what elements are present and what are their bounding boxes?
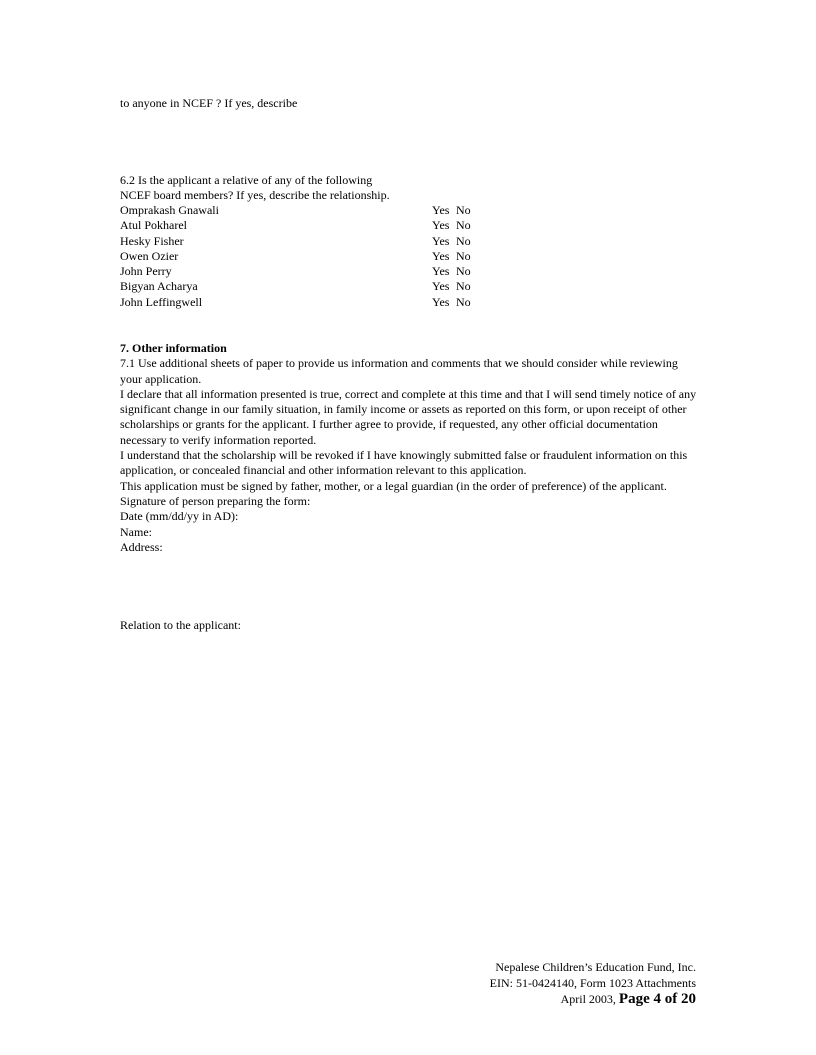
no-option: No	[456, 203, 471, 217]
board-member-name: Omprakash Gnawali	[120, 203, 219, 217]
no-option: No	[456, 279, 471, 294]
board-member-name: Atul Pokharel	[120, 218, 187, 233]
name-field-label: Name:	[120, 524, 152, 539]
board-member-row	[120, 218, 480, 233]
footer-organization: Nepalese Children’s Education Fund, Inc.	[495, 960, 696, 974]
question-6-2	[120, 173, 390, 203]
no-option: No	[456, 294, 471, 309]
board-member-name: Bigyan Acharya	[120, 279, 198, 294]
board-member-row	[120, 249, 480, 264]
yes-option: Yes	[432, 248, 450, 263]
page-number: Page 4 of 20	[618, 991, 696, 1007]
revocation-paragraph: I understand that the scholarship will be revoked if I have knowingly submitted false or fraudulent information on this application, or concealed financial and other information relevant to this application.	[120, 448, 688, 478]
section-7-other-information	[120, 341, 700, 555]
board-member-row	[120, 203, 480, 218]
no-option: No	[456, 264, 471, 279]
board-member-name: Hesky Fisher	[120, 233, 184, 248]
yes-option: Yes	[432, 218, 450, 233]
footer-ein: EIN: 51-0424140, Form 1023 Attachments	[489, 976, 696, 990]
board-member-row	[120, 279, 480, 294]
board-member-row	[120, 295, 480, 310]
instruction-paragraph: 7.1 Use additional sheets of paper to provide us information and comments that we should consider while reviewing your application.	[120, 356, 678, 386]
signature-field-label: Signature of person preparing the form:	[120, 493, 311, 508]
intro-question-line: to anyone in NCEF ? If yes, describe	[120, 96, 298, 110]
footer-date-page	[490, 991, 696, 1007]
question-6-2-line1: 6.2 Is the applicant a relative of any of the following	[120, 173, 373, 187]
declaration-paragraph: I declare that all information presented is true, correct and complete at this time and that I will send timely notice of any significant change in our family situation, in family income or assets as reported on this form, or upon receipt of other scholarships or grants for the applicant. I further agree to provide, if requested, any other official documentation necessary to verify information reported.	[120, 386, 697, 447]
no-option: No	[456, 233, 471, 248]
no-option: No	[456, 218, 471, 233]
yes-option: Yes	[432, 279, 450, 294]
no-option: No	[456, 248, 471, 263]
board-member-list	[120, 203, 480, 310]
yes-option: Yes	[432, 264, 450, 279]
address-field-label: Address:	[120, 539, 163, 554]
yes-option: Yes	[432, 203, 450, 217]
question-6-2-line2: NCEF board members? If yes, describe the relationship.	[120, 188, 390, 202]
page-footer	[490, 959, 696, 1007]
yes-option: Yes	[432, 294, 450, 309]
board-member-row	[120, 234, 480, 249]
yes-option: Yes	[432, 233, 450, 248]
board-member-name: Owen Ozier	[120, 248, 179, 263]
board-member-name: John Perry	[120, 264, 172, 279]
relation-field-label: Relation to the applicant:	[120, 618, 241, 632]
board-member-name: John Leffingwell	[120, 294, 203, 309]
section-heading: 7. Other information	[120, 341, 227, 355]
signing-requirement-paragraph: This application must be signed by father, mother, or a legal guardian (in the order of preference) of the applicant.	[120, 478, 667, 493]
footer-date: April 2003,	[560, 992, 619, 1006]
date-field-label: Date (mm/dd/yy in AD):	[120, 509, 239, 524]
board-member-row	[120, 264, 480, 279]
